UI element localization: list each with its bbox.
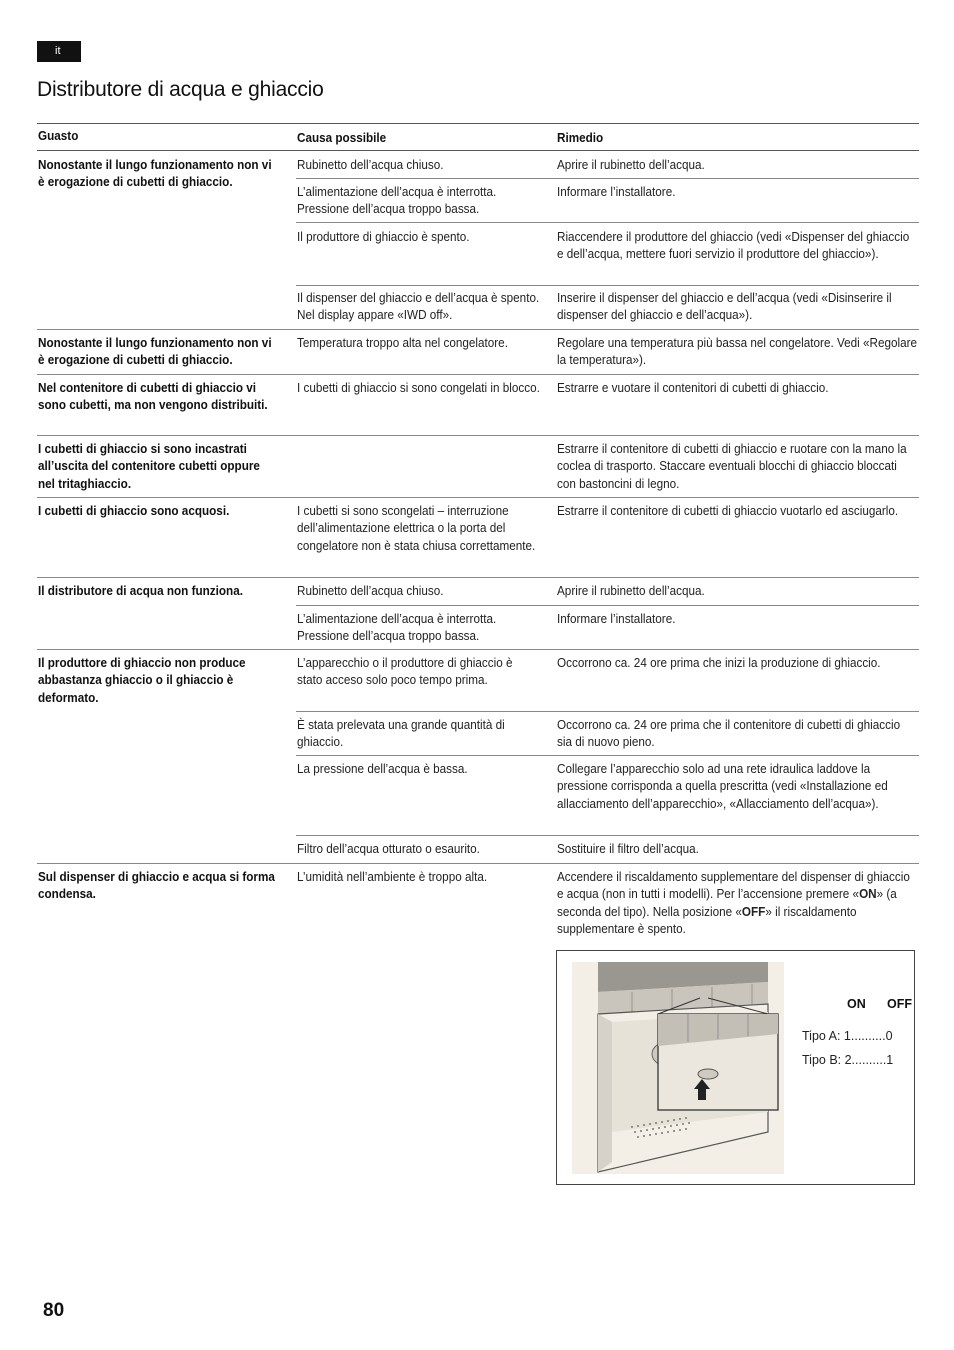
cause-cell: È stata prelevata una grande quantità di ghiaccio. bbox=[297, 718, 505, 750]
dispenser-illustration bbox=[572, 962, 784, 1174]
cause-cell: Rubinetto dell’acqua chiuso. bbox=[297, 584, 444, 598]
legend-off: OFF bbox=[887, 997, 912, 1011]
cause-cell: L’alimentazione dell’acqua è interrotta. Pressione dell’acqua troppo bassa. bbox=[297, 185, 497, 217]
remedy-cell: Occorrono ca. 24 ore prima che inizi la produzione di ghiaccio. bbox=[557, 656, 881, 670]
remedy-cell: Informare l’installatore. bbox=[557, 612, 676, 626]
remedy-cell: Sostituire il filtro dell’acqua. bbox=[557, 842, 699, 856]
row-rule bbox=[37, 497, 919, 498]
on-label: ON bbox=[859, 887, 877, 902]
fault-cell: Nonostante il lungo funzionamento non vi è erogazione di cubetti di ghiaccio. bbox=[38, 336, 272, 368]
header-rimedio: Rimedio bbox=[557, 131, 604, 145]
fault-cell: Nonostante il lungo funzionamento non vi è erogazione di cubetti di ghiaccio. bbox=[38, 158, 272, 190]
remedy-cell: Estrarre il contenitore di cubetti di ghiaccio vuotarlo ed asciugarlo. bbox=[557, 504, 899, 518]
cause-cell: L’apparecchio o il produttore di ghiaccio è stato acceso solo poco tempo prima. bbox=[297, 656, 513, 688]
off-label: OFF bbox=[741, 904, 766, 919]
remedy-cell: Aprire il rubinetto dell’acqua. bbox=[557, 158, 705, 172]
remedy-cell: Aprire il rubinetto dell’acqua. bbox=[557, 584, 705, 598]
cause-cell: La pressione dell’acqua è bassa. bbox=[297, 762, 468, 776]
legend-type-a: Tipo A: 1..........0 bbox=[802, 1029, 893, 1043]
cause-cell: Filtro dell’acqua otturato o esaurito. bbox=[297, 842, 480, 856]
remedy-text: » (a seconda del tipo). Nella posizione « bbox=[557, 887, 897, 919]
row-rule bbox=[37, 329, 919, 330]
fault-cell: Nel contenitore di cubetti di ghiaccio vi sono cubetti, ma non vengono distribuiti. bbox=[38, 381, 268, 413]
remedy-cell: Estrarre e vuotare il contenitori di cubetti di ghiaccio. bbox=[557, 381, 829, 395]
row-rule bbox=[37, 577, 919, 578]
fault-cell: Sul dispenser di ghiaccio e acqua si forma condensa. bbox=[38, 870, 275, 902]
remedy-text: » il riscaldamento supplementare è spento. bbox=[557, 904, 857, 936]
row-rule bbox=[296, 711, 919, 712]
cause-cell: Temperatura troppo alta nel congelatore. bbox=[297, 336, 508, 350]
header-causa: Causa possibile bbox=[297, 131, 387, 145]
remedy-cell: Occorrono ca. 24 ore prima che il contenitore di cubetti di ghiaccio sia di nuovo pieno. bbox=[557, 718, 901, 750]
row-rule bbox=[296, 755, 919, 756]
row-rule bbox=[296, 222, 919, 223]
row-rule bbox=[37, 435, 919, 436]
remedy-cell: Informare l’installatore. bbox=[557, 185, 676, 199]
legend-on: ON bbox=[847, 997, 866, 1011]
remedy-cell: Estrarre il contenitore di cubetti di ghiaccio e ruotare con la mano la coclea di trasporto. Staccare eventuali blocchi di ghiaccio bloccati con bastoncini di legno. bbox=[557, 442, 907, 491]
fault-cell: Il produttore di ghiaccio non produce abbastanza ghiaccio o il ghiaccio è deformato. bbox=[38, 656, 246, 705]
cause-cell: L’umidità nell’ambiente è troppo alta. bbox=[297, 870, 488, 884]
fault-cell: Il distributore di acqua non funziona. bbox=[38, 584, 243, 598]
fault-cell: I cubetti di ghiaccio si sono incastrati all’uscita del contenitore cubetti oppure nel tritaghiaccio. bbox=[38, 442, 260, 491]
remedy-cell bbox=[557, 869, 918, 938]
row-rule bbox=[296, 835, 919, 836]
table-top-rule bbox=[37, 123, 919, 124]
remedy-text: Accendere il riscaldamento supplementare del dispenser di ghiaccio e acqua (non in tutti i modelli). Per l’accensione premere « bbox=[557, 870, 910, 902]
page-number: 80 bbox=[43, 1300, 65, 1321]
row-rule bbox=[37, 649, 919, 650]
row-rule bbox=[37, 374, 919, 375]
cause-cell: I cubetti di ghiaccio si sono congelati in blocco. bbox=[297, 381, 540, 395]
language-tag: it bbox=[37, 41, 81, 62]
dispenser-illustration-box bbox=[556, 950, 915, 1185]
remedy-cell: Regolare una temperatura più bassa nel congelatore. Vedi «Regolare la temperatura»). bbox=[557, 336, 918, 368]
remedy-cell: Riaccendere il produttore del ghiaccio (vedi «Dispenser del ghiaccio e dell’acqua, mettere fuori servizio il produttore del ghiaccio»). bbox=[557, 230, 910, 262]
cause-cell: I cubetti si sono scongelati – interruzione dell’alimentazione elettrica o la porta del congelatore non è stata chiusa correttamente. bbox=[297, 504, 536, 553]
remedy-cell: Collegare l’apparecchio solo ad una rete idraulica laddove la pressione corrisponda a quella prescritta (vedi «Installazione ed allacciamento dell’apparecchio», «Allacciamento dell’acqua»). bbox=[557, 762, 888, 811]
row-rule bbox=[296, 605, 919, 606]
legend-type-b: Tipo B: 2..........1 bbox=[802, 1053, 894, 1067]
page-title: Distributore di acqua e ghiaccio bbox=[37, 78, 324, 101]
row-rule bbox=[37, 863, 919, 864]
row-rule bbox=[296, 285, 919, 286]
header-guasto: Guasto bbox=[38, 129, 79, 143]
cause-cell: Il dispenser del ghiaccio e dell’acqua è spento. Nel display appare «IWD off». bbox=[297, 291, 540, 323]
cause-cell: Rubinetto dell’acqua chiuso. bbox=[297, 158, 444, 172]
cause-cell: Il produttore di ghiaccio è spento. bbox=[297, 230, 470, 244]
cause-cell: L’alimentazione dell’acqua è interrotta. Pressione dell’acqua troppo bassa. bbox=[297, 612, 497, 644]
row-rule bbox=[296, 178, 919, 179]
remedy-cell: Inserire il dispenser del ghiaccio e dell’acqua (vedi «Disinserire il dispenser del ghiaccio e dell’acqua»). bbox=[557, 291, 892, 323]
fault-cell: I cubetti di ghiaccio sono acquosi. bbox=[38, 504, 230, 518]
header-rule bbox=[37, 150, 919, 151]
